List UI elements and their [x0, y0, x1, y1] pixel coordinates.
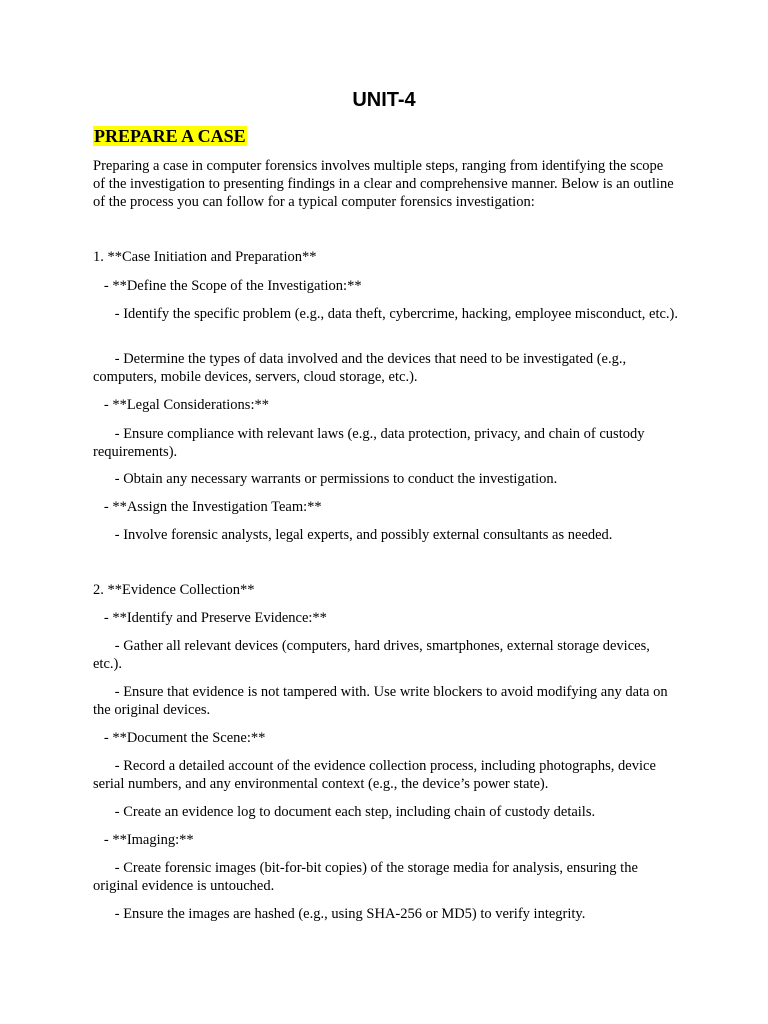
- list-item: - Ensure the images are hashed (e.g., using SHA-256 or MD5) to verify integrity.: [93, 906, 586, 922]
- list-item: - Record a detailed account of the evidence collection process, including photographs, device serial numbers, and any environmental context (e.g., the device’s power state).: [93, 758, 660, 792]
- intro-paragraph: Preparing a case in computer forensics involves multiple steps, ranging from identifying the scope of the investigation to presenting findings in a clear and comprehensive manner. Below is an outline of the process you can follow for a typical computer forensics investigation:: [93, 158, 678, 210]
- list-item: - **Document the Scene:**: [93, 730, 266, 746]
- list-item: - Determine the types of data involved and the devices that need to be investigated (e.g., computers, mobile devices, servers, cloud storage, etc.).: [93, 351, 630, 385]
- list-item: - Ensure compliance with relevant laws (e.g., data protection, privacy, and chain of custody requirements).: [93, 426, 649, 460]
- list-item: - Create an evidence log to document each step, including chain of custody details.: [93, 804, 596, 820]
- section-heading: [93, 126, 247, 147]
- list-item: - Ensure that evidence is not tampered with. Use write blockers to avoid modifying any data on the original devices.: [93, 684, 672, 718]
- list-item: - **Imaging:**: [93, 832, 194, 848]
- list-item: - **Legal Considerations:**: [93, 397, 269, 413]
- highlighted-heading-text: PREPARE A CASE: [94, 126, 246, 146]
- list-item: 1. **Case Initiation and Preparation**: [93, 249, 317, 265]
- list-item: 2. **Evidence Collection**: [93, 582, 255, 598]
- list-item: - Involve forensic analysts, legal experts, and possibly external consultants as needed.: [93, 527, 613, 543]
- list-item: - Create forensic images (bit-for-bit copies) of the storage media for analysis, ensuring the original evidence is untouched.: [93, 860, 642, 894]
- list-item: - Gather all relevant devices (computers, hard drives, smartphones, external storage devices, etc.).: [93, 638, 654, 672]
- list-item: - **Define the Scope of the Investigation:**: [93, 278, 362, 294]
- list-item: - Identify the specific problem (e.g., data theft, cybercrime, hacking, employee misconduct, etc.).: [93, 306, 679, 322]
- list-item: - Obtain any necessary warrants or permissions to conduct the investigation.: [93, 471, 558, 487]
- unit-title: UNIT-4: [352, 89, 416, 111]
- list-item: - **Assign the Investigation Team:**: [93, 499, 322, 515]
- list-item: - **Identify and Preserve Evidence:**: [93, 610, 327, 626]
